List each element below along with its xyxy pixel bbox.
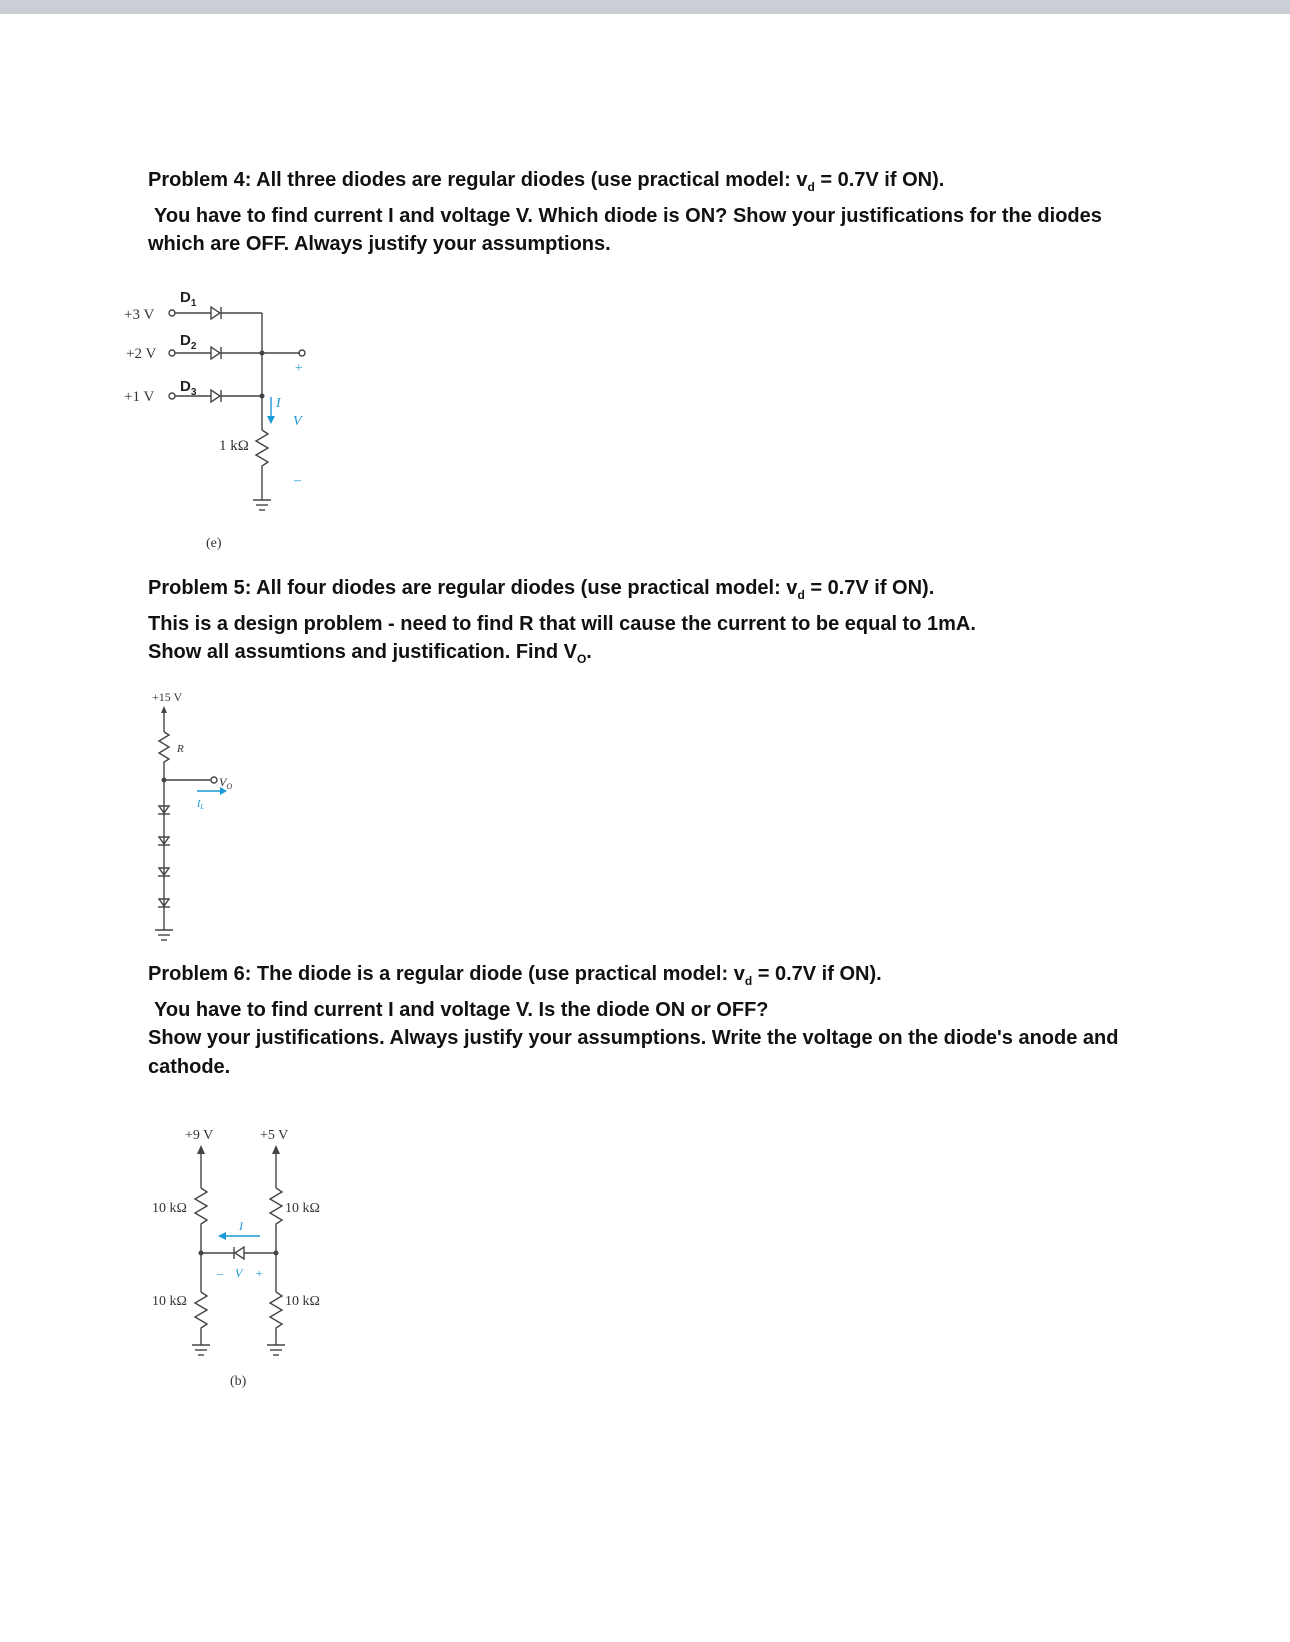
diode	[201, 1247, 276, 1259]
current-label: I	[276, 396, 281, 411]
plus-sign: +	[294, 361, 304, 376]
d3-label: $D_3$	[180, 378, 197, 398]
ground-left	[192, 1345, 210, 1355]
r-bottom-left-label: 10 kΩ	[152, 1294, 187, 1309]
supply-9v-label: +9 V	[185, 1128, 214, 1143]
r-top-left-label: 10 kΩ	[152, 1201, 187, 1216]
figure-caption-b: (b)	[230, 1374, 247, 1389]
resistor-top-left	[195, 1188, 207, 1292]
resistor-r-label: R	[177, 743, 184, 755]
source-3v-label: +3 V	[124, 307, 155, 323]
voltage-label: V	[235, 1266, 243, 1280]
problem6-text: Problem 6: The diode is a regular diode (use practical model: $v_d = 0.7V$ if ON). You have to find current I and voltage V. Is the diode ON or OFF? Show your justifications. Always justify your assumptions. Write the voltage on the diode's anode and cathode.	[148, 963, 1119, 1078]
output-vo-label: $V_O$	[219, 775, 233, 791]
d1-label: $D_1$	[180, 289, 197, 309]
resistor-top-right	[270, 1188, 282, 1292]
v-plus: +	[255, 1266, 264, 1280]
d2-label: $D_2$	[180, 332, 197, 352]
v-minus: –	[217, 1266, 223, 1280]
problem5-text: Problem 5: All four diodes are regular diodes (use practical model: $v_d = 0.7V$ if ON). This is a design problem - need to find R that will cause the current to be equal to 1mA. Show all assumtions and justification. Find $V_O$.	[148, 577, 976, 666]
supply-15v-label: +15 V	[152, 690, 183, 704]
r-top-right-label: 10 kΩ	[285, 1201, 320, 1216]
minus-sign: –	[294, 473, 301, 488]
supply-5v-label: +5 V	[260, 1128, 289, 1143]
load-current-label: $I_L$	[197, 799, 205, 811]
resistor-bottom-right	[270, 1292, 282, 1345]
source-1v-label: +1 V	[124, 389, 155, 405]
ground-right	[267, 1345, 285, 1355]
r-bottom-right-label: 10 kΩ	[285, 1294, 320, 1309]
problem4-text: Problem 4: All three diodes are regular diodes (use practical model: $v_d = 0.7V$ if ON). You have to find current I and voltage V. Which diode is ON? Show your justifications for the diodes which are OFF. Always justify your assumptions.	[148, 169, 1102, 255]
source-2v-label: +2 V	[126, 346, 157, 362]
resistor-label: 1 kΩ	[219, 438, 249, 454]
current-label: I	[239, 1219, 243, 1233]
resistor-bottom-left	[195, 1292, 207, 1345]
voltage-label: V	[293, 414, 302, 429]
figure-caption-e: (e)	[206, 536, 222, 551]
current-arrow	[218, 1232, 260, 1240]
